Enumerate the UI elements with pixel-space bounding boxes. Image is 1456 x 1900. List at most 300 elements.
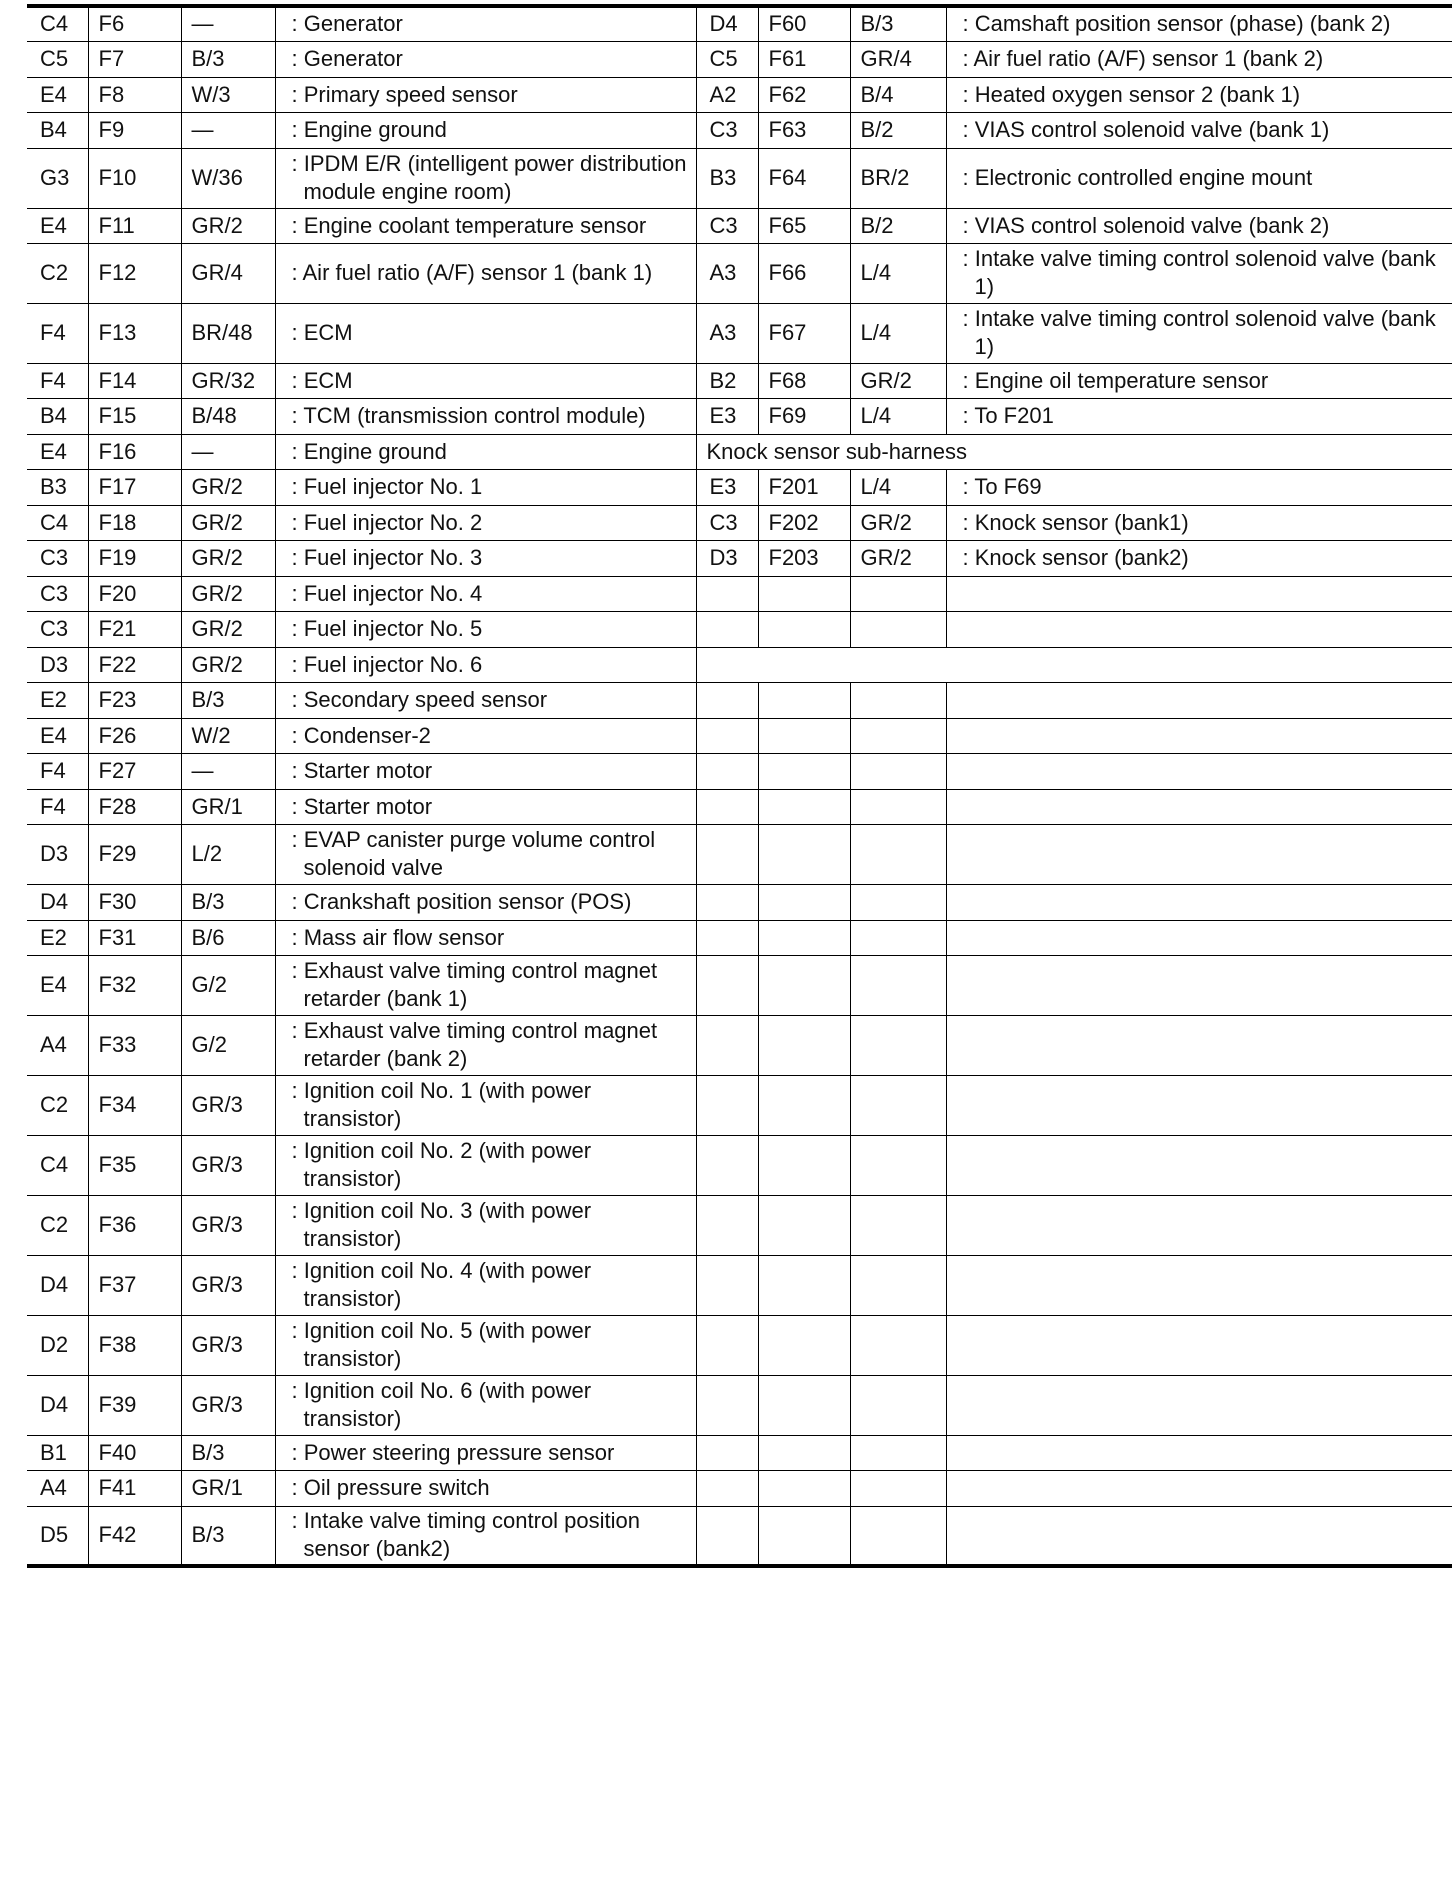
right-empty-cell bbox=[850, 1135, 946, 1195]
right-color-pins: GR/4 bbox=[850, 41, 946, 77]
left-grid-ref: D3 bbox=[27, 824, 88, 884]
left-grid-ref: C3 bbox=[27, 611, 88, 647]
right-description-text: : To F69 bbox=[962, 474, 1042, 499]
left-color-pins: B/6 bbox=[181, 920, 275, 955]
left-color-pins: GR/2 bbox=[181, 540, 275, 576]
right-empty-cell bbox=[850, 1470, 946, 1506]
left-description bbox=[275, 1195, 696, 1255]
left-connector-no: F8 bbox=[88, 77, 181, 112]
left-grid-ref: C2 bbox=[27, 1195, 88, 1255]
left-connector-no: F33 bbox=[88, 1015, 181, 1075]
right-empty-cell bbox=[946, 1315, 1452, 1375]
left-connector-no: F10 bbox=[88, 148, 181, 208]
right-empty-cell bbox=[758, 955, 850, 1015]
right-color-pins: GR/2 bbox=[850, 363, 946, 398]
right-empty-cell bbox=[758, 1195, 850, 1255]
left-grid-ref: C2 bbox=[27, 1075, 88, 1135]
table-row bbox=[27, 6, 1452, 41]
table-row bbox=[27, 112, 1452, 148]
right-description bbox=[946, 243, 1452, 303]
right-description bbox=[946, 6, 1452, 41]
right-empty-cell bbox=[758, 789, 850, 824]
left-color-pins: GR/3 bbox=[181, 1375, 275, 1435]
left-grid-ref: B1 bbox=[27, 1435, 88, 1470]
right-description bbox=[946, 505, 1452, 540]
left-connector-no: F12 bbox=[88, 243, 181, 303]
left-connector-no: F28 bbox=[88, 789, 181, 824]
left-connector-no: F32 bbox=[88, 955, 181, 1015]
left-description-text: : Mass air flow sensor bbox=[291, 924, 505, 950]
left-color-pins: GR/1 bbox=[181, 789, 275, 824]
left-connector-no: F7 bbox=[88, 41, 181, 77]
right-empty-cell bbox=[946, 1075, 1452, 1135]
right-description-text: : Camshaft position sensor (phase) (bank 2) bbox=[962, 11, 1391, 37]
right-empty-cell bbox=[758, 1135, 850, 1195]
right-empty-cell bbox=[946, 1506, 1452, 1566]
left-connector-no: F39 bbox=[88, 1375, 181, 1435]
left-connector-no: F19 bbox=[88, 540, 181, 576]
right-grid-ref: C3 bbox=[696, 505, 758, 540]
left-connector-no: F35 bbox=[88, 1135, 181, 1195]
left-grid-ref: D3 bbox=[27, 647, 88, 682]
right-description-text: : VIAS control solenoid valve (bank 1) bbox=[962, 117, 1330, 142]
right-color-pins: L/4 bbox=[850, 303, 946, 363]
left-description-text: : Power steering pressure sensor bbox=[291, 1439, 615, 1465]
left-color-pins: W/3 bbox=[181, 77, 275, 112]
left-color-pins: G/2 bbox=[181, 1015, 275, 1075]
left-grid-ref: E4 bbox=[27, 955, 88, 1015]
right-empty-cell bbox=[850, 682, 946, 718]
right-empty-cell bbox=[946, 824, 1452, 884]
left-description bbox=[275, 505, 696, 540]
right-empty-cell bbox=[758, 718, 850, 753]
right-empty-cell bbox=[850, 789, 946, 824]
left-grid-ref: D4 bbox=[27, 1255, 88, 1315]
left-color-pins: W/36 bbox=[181, 148, 275, 208]
left-color-pins: GR/2 bbox=[181, 208, 275, 243]
right-description-text: : To F201 bbox=[962, 403, 1054, 428]
left-description-text: : Ignition coil No. 6 (with power transistor) bbox=[291, 1378, 592, 1431]
left-connector-no: F6 bbox=[88, 6, 181, 41]
table-row bbox=[27, 77, 1452, 112]
left-grid-ref: C5 bbox=[27, 41, 88, 77]
table-row bbox=[27, 920, 1452, 955]
table-row bbox=[27, 540, 1452, 576]
right-grid-ref: A2 bbox=[696, 77, 758, 112]
left-color-pins: GR/3 bbox=[181, 1135, 275, 1195]
left-color-pins: — bbox=[181, 753, 275, 789]
right-empty-cell bbox=[758, 1435, 850, 1470]
left-connector-no: F21 bbox=[88, 611, 181, 647]
right-empty-cell bbox=[696, 884, 758, 920]
left-description bbox=[275, 1135, 696, 1195]
left-connector-no: F40 bbox=[88, 1435, 181, 1470]
left-description bbox=[275, 208, 696, 243]
left-grid-ref: E4 bbox=[27, 208, 88, 243]
left-description bbox=[275, 1470, 696, 1506]
left-description-text: : IPDM E/R (intelligent power distribution module engine room) bbox=[291, 151, 687, 204]
left-description bbox=[275, 576, 696, 611]
right-empty-cell bbox=[946, 1375, 1452, 1435]
left-description bbox=[275, 824, 696, 884]
right-description-text: : Engine oil temperature sensor bbox=[962, 367, 1269, 393]
left-connector-no: F29 bbox=[88, 824, 181, 884]
right-description-text: : Air fuel ratio (A/F) sensor 1 (bank 2) bbox=[962, 46, 1324, 71]
table-row bbox=[27, 243, 1452, 303]
right-empty-cell bbox=[946, 955, 1452, 1015]
left-connector-no: F30 bbox=[88, 884, 181, 920]
right-empty-cell bbox=[850, 1195, 946, 1255]
left-description bbox=[275, 647, 696, 682]
left-description-text: : Exhaust valve timing control magnet retarder (bank 1) bbox=[291, 958, 658, 1011]
left-description bbox=[275, 434, 696, 469]
right-empty-cell bbox=[850, 1255, 946, 1315]
left-connector-no: F16 bbox=[88, 434, 181, 469]
right-empty-cell bbox=[696, 682, 758, 718]
left-color-pins: GR/4 bbox=[181, 243, 275, 303]
left-color-pins: W/2 bbox=[181, 718, 275, 753]
right-empty-cell bbox=[850, 824, 946, 884]
right-description-text: : Knock sensor (bank1) bbox=[962, 509, 1189, 535]
left-color-pins: GR/1 bbox=[181, 1470, 275, 1506]
right-empty-cell bbox=[696, 955, 758, 1015]
right-empty-cell bbox=[696, 1375, 758, 1435]
right-empty-cell bbox=[758, 682, 850, 718]
right-color-pins: GR/2 bbox=[850, 505, 946, 540]
table-row bbox=[27, 363, 1452, 398]
left-description bbox=[275, 540, 696, 576]
left-description-text: : Crankshaft position sensor (POS) bbox=[291, 889, 632, 914]
left-description-text: : Fuel injector No. 6 bbox=[291, 651, 483, 677]
table-row bbox=[27, 398, 1452, 434]
left-connector-no: F34 bbox=[88, 1075, 181, 1135]
left-connector-no: F38 bbox=[88, 1315, 181, 1375]
left-color-pins: B/3 bbox=[181, 682, 275, 718]
left-connector-no: F36 bbox=[88, 1195, 181, 1255]
left-color-pins: GR/2 bbox=[181, 469, 275, 505]
left-grid-ref: E4 bbox=[27, 434, 88, 469]
right-empty-cell bbox=[696, 753, 758, 789]
left-grid-ref: C3 bbox=[27, 540, 88, 576]
right-empty-cell bbox=[850, 1075, 946, 1135]
right-empty-cell bbox=[696, 718, 758, 753]
left-connector-no: F13 bbox=[88, 303, 181, 363]
right-empty-cell bbox=[696, 576, 758, 611]
table-row bbox=[27, 505, 1452, 540]
left-description-text: : ECM bbox=[291, 320, 353, 345]
table-row bbox=[27, 1435, 1452, 1470]
right-empty-cell bbox=[758, 1375, 850, 1435]
right-blank-span bbox=[696, 647, 1452, 682]
right-connector-no: F63 bbox=[758, 112, 850, 148]
left-description-text: : Ignition coil No. 5 (with power transistor) bbox=[291, 1318, 592, 1371]
right-empty-cell bbox=[850, 920, 946, 955]
right-connector-no: F203 bbox=[758, 540, 850, 576]
right-empty-cell bbox=[850, 1315, 946, 1375]
left-description-text: : Oil pressure switch bbox=[291, 1475, 490, 1500]
table-row bbox=[27, 682, 1452, 718]
left-grid-ref: E4 bbox=[27, 77, 88, 112]
right-empty-cell bbox=[946, 789, 1452, 824]
table-row bbox=[27, 1135, 1452, 1195]
table-row bbox=[27, 1470, 1452, 1506]
table-row bbox=[27, 208, 1452, 243]
left-color-pins: L/2 bbox=[181, 824, 275, 884]
right-color-pins: B/2 bbox=[850, 112, 946, 148]
right-empty-cell bbox=[946, 1135, 1452, 1195]
right-connector-no: F64 bbox=[758, 148, 850, 208]
right-description-text: : Intake valve timing control solenoid valve (bank 1) bbox=[962, 246, 1436, 299]
right-description bbox=[946, 148, 1452, 208]
left-description bbox=[275, 1015, 696, 1075]
right-color-pins: L/4 bbox=[850, 243, 946, 303]
right-empty-cell bbox=[758, 1075, 850, 1135]
left-description-text: : Primary speed sensor bbox=[291, 81, 518, 107]
left-description-text: : Air fuel ratio (A/F) sensor 1 (bank 1) bbox=[291, 260, 653, 285]
table-row bbox=[27, 434, 1452, 469]
right-color-pins: BR/2 bbox=[850, 148, 946, 208]
right-empty-cell bbox=[758, 1506, 850, 1566]
left-grid-ref: G3 bbox=[27, 148, 88, 208]
right-description bbox=[946, 398, 1452, 434]
table-row bbox=[27, 41, 1452, 77]
left-color-pins: GR/2 bbox=[181, 505, 275, 540]
right-empty-cell bbox=[946, 1195, 1452, 1255]
left-description bbox=[275, 884, 696, 920]
right-empty-cell bbox=[696, 1315, 758, 1375]
left-color-pins: GR/32 bbox=[181, 363, 275, 398]
right-connector-no: F201 bbox=[758, 469, 850, 505]
right-connector-no: F60 bbox=[758, 6, 850, 41]
right-connector-no: F69 bbox=[758, 398, 850, 434]
connector-table-body bbox=[27, 6, 1452, 1566]
connector-table bbox=[27, 4, 1452, 1568]
table-row bbox=[27, 1255, 1452, 1315]
left-description bbox=[275, 469, 696, 505]
left-connector-no: F23 bbox=[88, 682, 181, 718]
right-description bbox=[946, 303, 1452, 363]
right-description-text: : Knock sensor (bank2) bbox=[962, 545, 1189, 570]
left-grid-ref: F4 bbox=[27, 753, 88, 789]
left-description-text: : Ignition coil No. 3 (with power transistor) bbox=[291, 1198, 592, 1251]
table-row bbox=[27, 884, 1452, 920]
left-color-pins: — bbox=[181, 112, 275, 148]
right-empty-cell bbox=[850, 884, 946, 920]
right-empty-cell bbox=[946, 1470, 1452, 1506]
left-grid-ref: D5 bbox=[27, 1506, 88, 1566]
right-empty-cell bbox=[758, 1315, 850, 1375]
left-connector-no: F22 bbox=[88, 647, 181, 682]
left-grid-ref: A4 bbox=[27, 1015, 88, 1075]
left-grid-ref: B4 bbox=[27, 398, 88, 434]
right-description bbox=[946, 540, 1452, 576]
right-empty-cell bbox=[758, 576, 850, 611]
left-description-text: : Fuel injector No. 4 bbox=[291, 580, 483, 606]
left-connector-no: F41 bbox=[88, 1470, 181, 1506]
left-description-text: : Fuel injector No. 1 bbox=[291, 474, 483, 499]
right-empty-cell bbox=[850, 1506, 946, 1566]
left-grid-ref: D2 bbox=[27, 1315, 88, 1375]
left-description bbox=[275, 611, 696, 647]
left-color-pins: GR/2 bbox=[181, 576, 275, 611]
left-grid-ref: E2 bbox=[27, 682, 88, 718]
table-row bbox=[27, 1195, 1452, 1255]
right-empty-cell bbox=[758, 884, 850, 920]
right-connector-no: F67 bbox=[758, 303, 850, 363]
table-row bbox=[27, 647, 1452, 682]
left-connector-no: F17 bbox=[88, 469, 181, 505]
right-empty-cell bbox=[696, 1470, 758, 1506]
left-description-text: : Ignition coil No. 4 (with power transistor) bbox=[291, 1258, 592, 1311]
right-grid-ref: B2 bbox=[696, 363, 758, 398]
table-row bbox=[27, 148, 1452, 208]
left-description bbox=[275, 718, 696, 753]
right-empty-cell bbox=[696, 1135, 758, 1195]
right-color-pins: L/4 bbox=[850, 469, 946, 505]
left-grid-ref: C4 bbox=[27, 1135, 88, 1195]
right-description bbox=[946, 77, 1452, 112]
right-description bbox=[946, 208, 1452, 243]
right-description-text: : Electronic controlled engine mount bbox=[962, 165, 1313, 190]
left-grid-ref: E4 bbox=[27, 718, 88, 753]
left-description-text: : Engine ground bbox=[291, 438, 447, 464]
left-description bbox=[275, 1255, 696, 1315]
left-color-pins: G/2 bbox=[181, 955, 275, 1015]
right-empty-cell bbox=[850, 955, 946, 1015]
left-description bbox=[275, 682, 696, 718]
left-description-text: : Engine coolant temperature sensor bbox=[291, 212, 647, 238]
left-description-text: : Intake valve timing control position sensor (bank2) bbox=[291, 1508, 641, 1562]
right-color-pins: L/4 bbox=[850, 398, 946, 434]
left-color-pins: B/3 bbox=[181, 1435, 275, 1470]
left-description bbox=[275, 148, 696, 208]
right-empty-cell bbox=[758, 753, 850, 789]
right-empty-cell bbox=[758, 1470, 850, 1506]
table-row bbox=[27, 469, 1452, 505]
right-connector-no: F66 bbox=[758, 243, 850, 303]
left-grid-ref: F4 bbox=[27, 303, 88, 363]
left-connector-no: F37 bbox=[88, 1255, 181, 1315]
right-empty-cell bbox=[850, 1015, 946, 1075]
left-description bbox=[275, 1075, 696, 1135]
right-description bbox=[946, 363, 1452, 398]
left-grid-ref: D4 bbox=[27, 884, 88, 920]
left-description-text: : Generator bbox=[291, 46, 403, 71]
left-description-text: : Fuel injector No. 5 bbox=[291, 616, 483, 641]
right-empty-cell bbox=[696, 1435, 758, 1470]
left-connector-no: F18 bbox=[88, 505, 181, 540]
right-empty-cell bbox=[946, 1435, 1452, 1470]
right-empty-cell bbox=[946, 753, 1452, 789]
left-grid-ref: C4 bbox=[27, 6, 88, 41]
right-description-text: : Heated oxygen sensor 2 (bank 1) bbox=[962, 81, 1301, 107]
left-description-text: : EVAP canister purge volume control solenoid valve bbox=[291, 827, 656, 880]
left-description bbox=[275, 77, 696, 112]
right-connector-no: F61 bbox=[758, 41, 850, 77]
table-row bbox=[27, 1506, 1452, 1566]
right-empty-cell bbox=[946, 884, 1452, 920]
left-description bbox=[275, 303, 696, 363]
left-color-pins: GR/2 bbox=[181, 647, 275, 682]
left-grid-ref: F4 bbox=[27, 789, 88, 824]
table-row bbox=[27, 1015, 1452, 1075]
left-connector-no: F42 bbox=[88, 1506, 181, 1566]
left-color-pins: B/3 bbox=[181, 41, 275, 77]
left-color-pins: B/48 bbox=[181, 398, 275, 434]
right-connector-no: F65 bbox=[758, 208, 850, 243]
left-connector-no: F26 bbox=[88, 718, 181, 753]
left-description bbox=[275, 1435, 696, 1470]
right-description bbox=[946, 41, 1452, 77]
left-description-text: : Engine ground bbox=[291, 117, 447, 142]
table-row bbox=[27, 1375, 1452, 1435]
right-empty-cell bbox=[850, 1375, 946, 1435]
right-grid-ref: C3 bbox=[696, 112, 758, 148]
left-grid-ref: C3 bbox=[27, 576, 88, 611]
left-color-pins: B/3 bbox=[181, 1506, 275, 1566]
left-color-pins: — bbox=[181, 6, 275, 41]
table-row bbox=[27, 576, 1452, 611]
right-grid-ref: A3 bbox=[696, 243, 758, 303]
left-grid-ref: B3 bbox=[27, 469, 88, 505]
left-color-pins: GR/3 bbox=[181, 1255, 275, 1315]
left-description-text: : Fuel injector No. 3 bbox=[291, 545, 483, 570]
right-color-pins: B/3 bbox=[850, 6, 946, 41]
left-connector-no: F14 bbox=[88, 363, 181, 398]
right-grid-ref: E3 bbox=[696, 398, 758, 434]
right-empty-cell bbox=[946, 1255, 1452, 1315]
left-description bbox=[275, 920, 696, 955]
right-grid-ref: A3 bbox=[696, 303, 758, 363]
left-grid-ref: F4 bbox=[27, 363, 88, 398]
right-grid-ref: C3 bbox=[696, 208, 758, 243]
left-description bbox=[275, 41, 696, 77]
right-empty-cell bbox=[850, 576, 946, 611]
right-empty-cell bbox=[696, 789, 758, 824]
left-description bbox=[275, 1506, 696, 1566]
right-empty-cell bbox=[850, 753, 946, 789]
right-empty-cell bbox=[758, 1255, 850, 1315]
right-empty-cell bbox=[758, 1015, 850, 1075]
right-empty-cell bbox=[850, 718, 946, 753]
left-color-pins: GR/3 bbox=[181, 1195, 275, 1255]
right-color-pins: GR/2 bbox=[850, 540, 946, 576]
right-empty-cell bbox=[946, 718, 1452, 753]
left-grid-ref: B4 bbox=[27, 112, 88, 148]
left-grid-ref: C4 bbox=[27, 505, 88, 540]
left-connector-no: F27 bbox=[88, 753, 181, 789]
left-connector-no: F20 bbox=[88, 576, 181, 611]
left-description-text: : Fuel injector No. 2 bbox=[291, 509, 483, 535]
right-description-text: : VIAS control solenoid valve (bank 2) bbox=[962, 212, 1330, 238]
right-empty-cell bbox=[946, 1015, 1452, 1075]
right-empty-cell bbox=[696, 1195, 758, 1255]
left-color-pins: BR/48 bbox=[181, 303, 275, 363]
left-description bbox=[275, 789, 696, 824]
left-color-pins: GR/3 bbox=[181, 1315, 275, 1375]
right-empty-cell bbox=[696, 1255, 758, 1315]
table-row bbox=[27, 303, 1452, 363]
left-description-text: : Starter motor bbox=[291, 758, 433, 783]
left-description-text: : Ignition coil No. 1 (with power transistor) bbox=[291, 1078, 592, 1131]
left-color-pins: GR/2 bbox=[181, 611, 275, 647]
left-description-text: : TCM (transmission control module) bbox=[291, 403, 646, 428]
right-grid-ref: E3 bbox=[696, 469, 758, 505]
right-empty-cell bbox=[696, 1015, 758, 1075]
right-grid-ref: D3 bbox=[696, 540, 758, 576]
right-connector-no: F202 bbox=[758, 505, 850, 540]
left-grid-ref: C2 bbox=[27, 243, 88, 303]
